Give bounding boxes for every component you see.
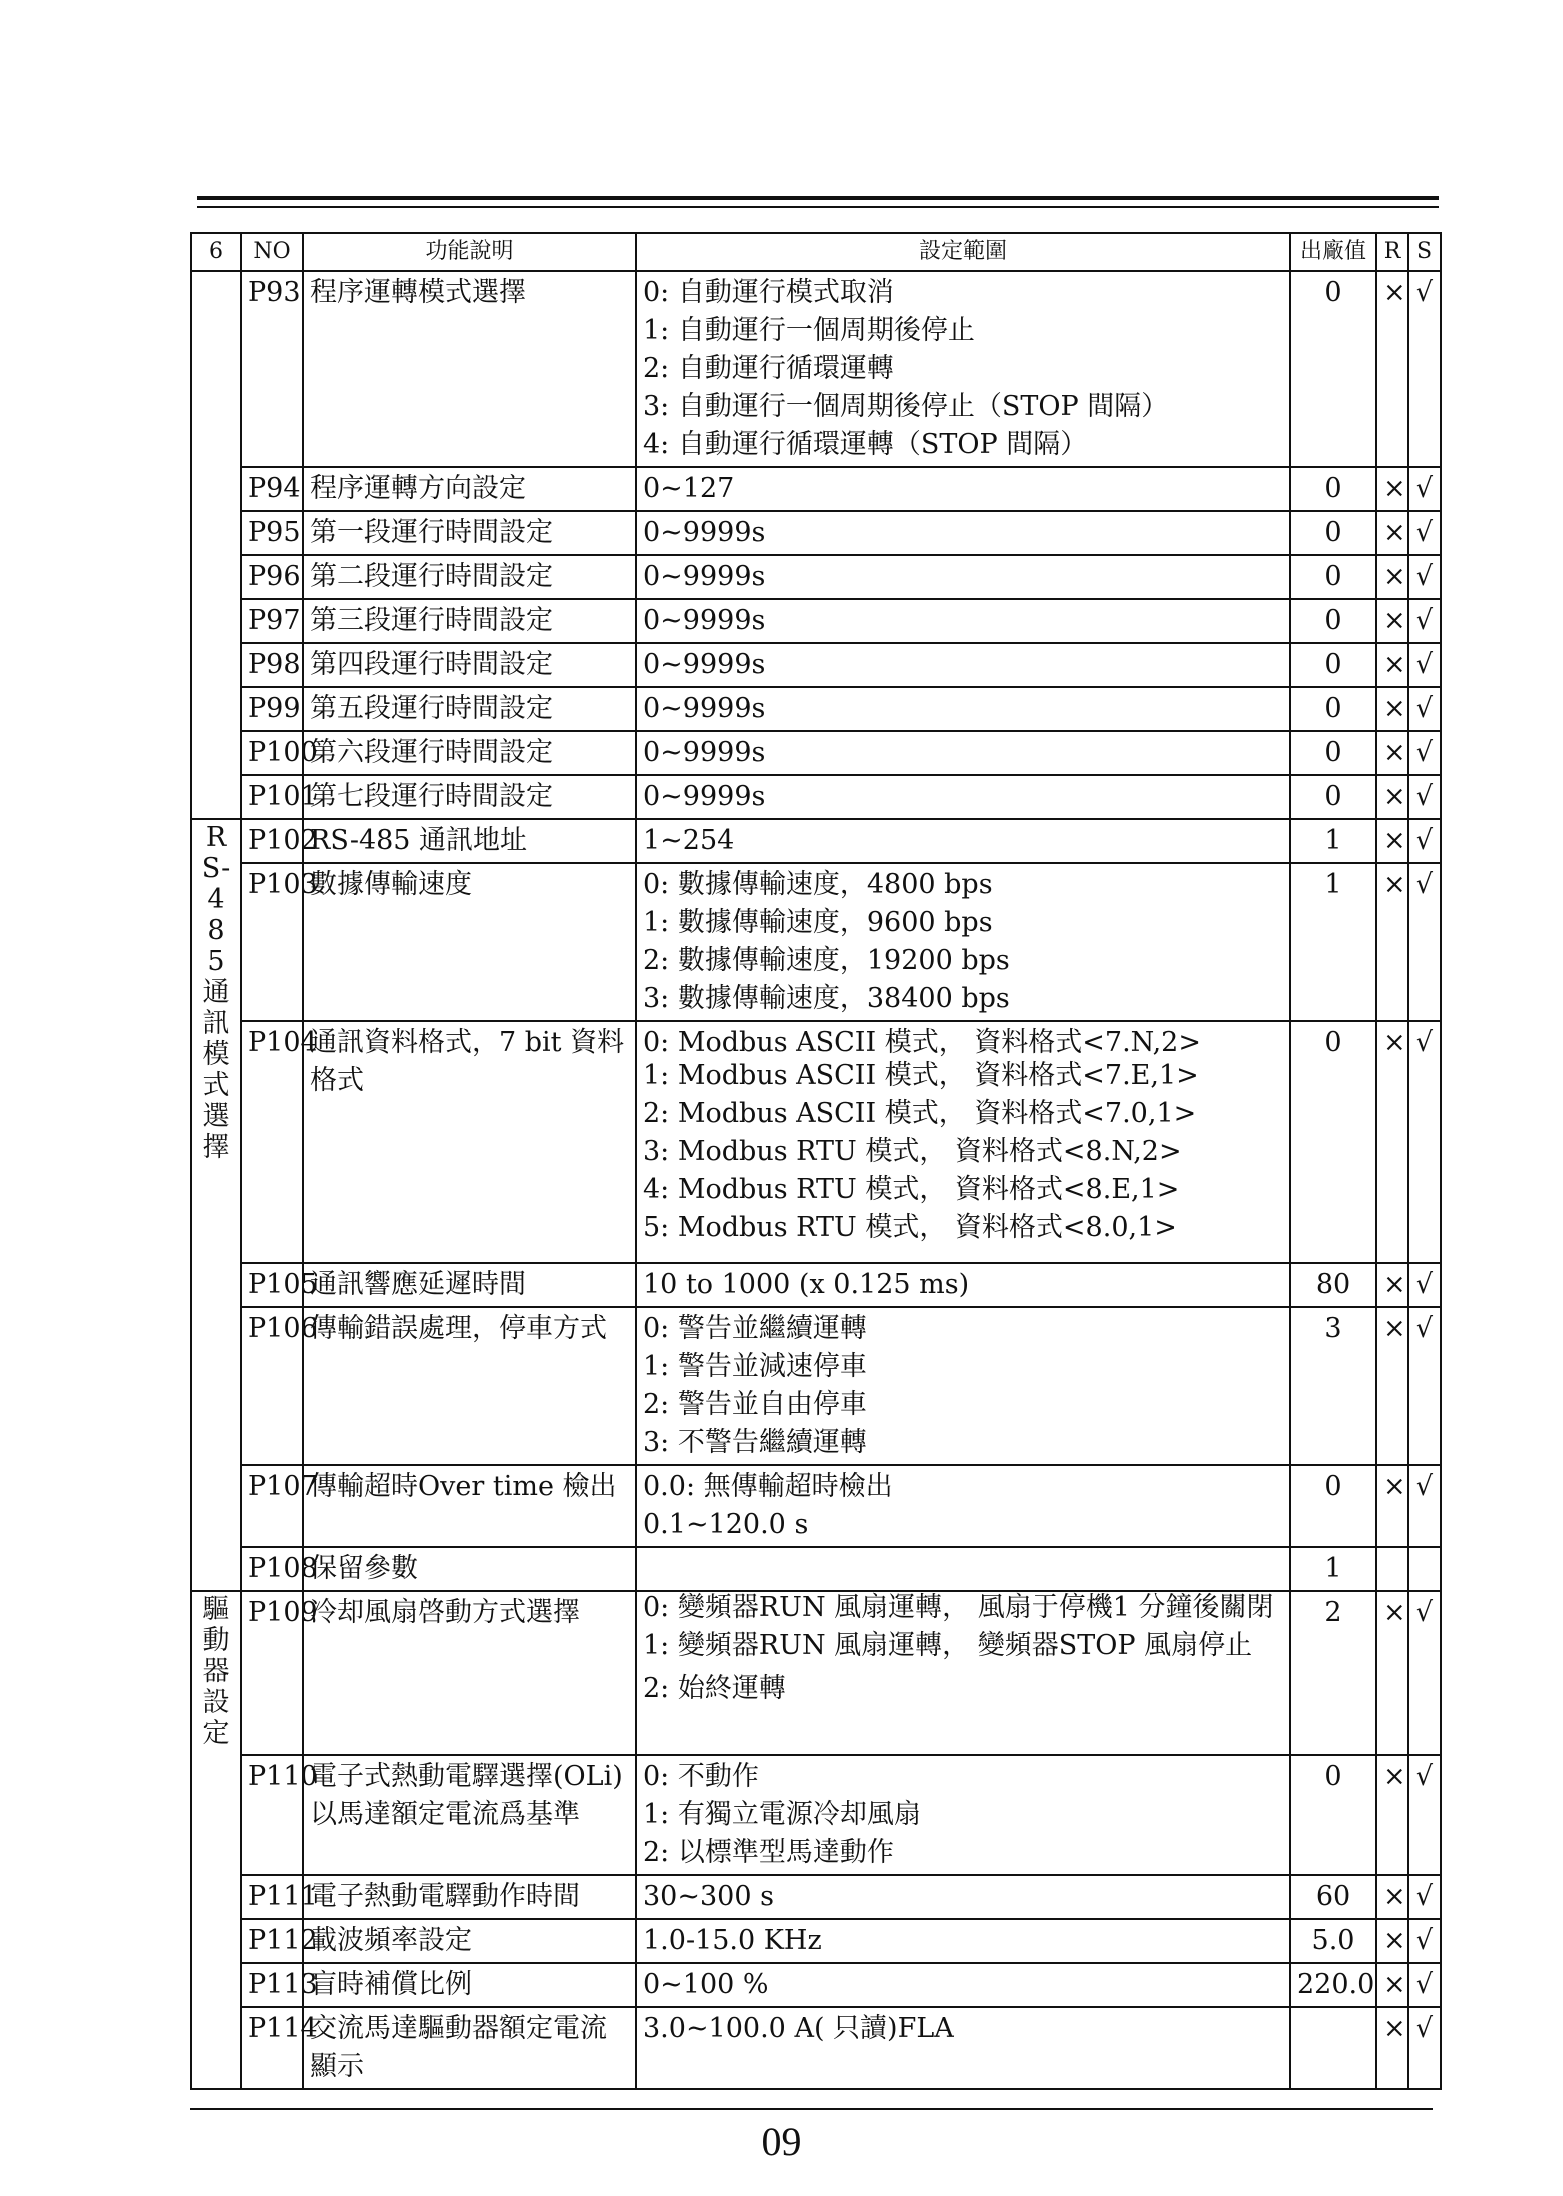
param-range — [636, 1307, 1290, 1465]
param-function: 第一段運行時間設定 — [303, 511, 636, 555]
param-s-mark: √ — [1408, 511, 1441, 555]
header-function: 功能說明 — [303, 233, 636, 271]
param-no: P95 — [241, 511, 303, 555]
section-label: RS-485通訊模式選擇 — [201, 822, 231, 1163]
param-range — [636, 775, 1290, 819]
param-s-mark: √ — [1408, 271, 1441, 467]
param-function: 電子熱動電驛動作時間 — [303, 1875, 636, 1919]
param-no: P112 — [241, 1919, 303, 1963]
param-range — [636, 863, 1290, 1021]
range-line: 0~9999s — [643, 561, 766, 592]
param-range — [636, 555, 1290, 599]
param-r-mark: × — [1376, 1021, 1408, 1263]
param-no: P109 — [241, 1591, 303, 1755]
param-function: 交流馬達驅動器額定電流顯示 — [303, 2007, 636, 2089]
param-default: 1 — [1290, 819, 1376, 863]
param-r-mark: × — [1376, 1875, 1408, 1919]
table-row — [191, 1465, 1441, 1547]
param-r-mark: × — [1376, 1465, 1408, 1547]
param-no: P102 — [241, 819, 303, 863]
param-r-mark: × — [1376, 1963, 1408, 2007]
table-row — [191, 555, 1441, 599]
param-range — [636, 599, 1290, 643]
param-s-mark: √ — [1408, 1263, 1441, 1307]
section-label: 驅動器設定 — [202, 1594, 230, 1749]
param-s-mark: √ — [1408, 1465, 1441, 1547]
param-default: 0 — [1290, 1021, 1376, 1263]
table-row — [191, 2007, 1441, 2089]
param-function: 第四段運行時間設定 — [303, 643, 636, 687]
param-default: 0 — [1290, 271, 1376, 467]
param-range — [636, 511, 1290, 555]
param-function: 傳輸錯誤處理，停車方式 — [303, 1307, 636, 1465]
param-r-mark: × — [1376, 555, 1408, 599]
param-s-mark: √ — [1408, 687, 1441, 731]
param-s-mark: √ — [1408, 731, 1441, 775]
table-row — [191, 643, 1441, 687]
range-line: 1: 數據傳輸速度，9600 bps — [643, 907, 993, 938]
param-no: P101 — [241, 775, 303, 819]
param-function: 電子式熱動電驛選擇(OLi) 以馬達額定電流爲基準 — [303, 1755, 636, 1875]
param-r-mark: × — [1376, 2007, 1408, 2089]
param-function: RS-485 通訊地址 — [303, 819, 636, 863]
param-no: P99 — [241, 687, 303, 731]
param-r-mark: × — [1376, 775, 1408, 819]
param-default: 0 — [1290, 731, 1376, 775]
param-default: 0 — [1290, 467, 1376, 511]
param-range — [636, 1591, 1290, 1755]
range-line: 2: 以標準型馬達動作 — [643, 1837, 894, 1868]
param-range — [636, 1919, 1290, 1963]
param-default: 2 — [1290, 1591, 1376, 1755]
param-range — [636, 2007, 1290, 2089]
param-default: 1 — [1290, 863, 1376, 1021]
param-function: 第二段運行時間設定 — [303, 555, 636, 599]
param-default: 60 — [1290, 1875, 1376, 1919]
param-no: P98 — [241, 643, 303, 687]
section-rs485 — [191, 819, 241, 1591]
param-s-mark: √ — [1408, 1963, 1441, 2007]
param-s-mark: √ — [1408, 819, 1441, 863]
table-row — [191, 1875, 1441, 1919]
param-r-mark: × — [1376, 643, 1408, 687]
param-function: 通訊資料格式，7 bit 資料格式 — [303, 1021, 636, 1263]
param-no: P108 — [241, 1547, 303, 1591]
param-range — [636, 687, 1290, 731]
param-r-mark: × — [1376, 599, 1408, 643]
param-r-mark — [1376, 1547, 1408, 1591]
param-default — [1290, 2007, 1376, 2089]
table-row — [191, 775, 1441, 819]
range-line: 0~127 — [643, 473, 735, 504]
range-line: 2: Modbus ASCII 模式， 資料格式<7.0,1> — [643, 1098, 1197, 1129]
table-row — [191, 511, 1441, 555]
param-function: 程序運轉模式選擇 — [303, 271, 636, 467]
top-rule-thick — [197, 196, 1439, 200]
param-function: 載波頻率設定 — [303, 1919, 636, 1963]
param-no: P97 — [241, 599, 303, 643]
param-function: 第六段運行時間設定 — [303, 731, 636, 775]
param-s-mark — [1408, 1547, 1441, 1591]
range-line: 1: 變頻器RUN 風扇運轉， 變頻器STOP 風扇停止 — [643, 1630, 1253, 1661]
range-line: 0: 變頻器RUN 風扇運轉， 風扇于停機1 分鐘後關閉 — [643, 1592, 1274, 1623]
range-line: 4: Modbus RTU 模式， 資料格式<8.E,1> — [643, 1174, 1180, 1205]
param-r-mark: × — [1376, 1591, 1408, 1755]
param-range — [636, 819, 1290, 863]
param-s-mark: √ — [1408, 555, 1441, 599]
header-row — [191, 233, 1441, 271]
param-default: 0 — [1290, 555, 1376, 599]
param-range — [636, 1875, 1290, 1919]
bottom-rule — [190, 2108, 1433, 2110]
param-default: 80 — [1290, 1263, 1376, 1307]
range-line: 1: 自動運行一個周期後停止 — [643, 315, 975, 346]
param-no: P100 — [241, 731, 303, 775]
param-no: P114 — [241, 2007, 303, 2089]
range-line: 3.0~100.0 A( 只讀)FLA — [643, 2013, 954, 2044]
param-function: 傳輸超時Over time 檢出 — [303, 1465, 636, 1547]
range-line: 2: 始終運轉 — [643, 1673, 786, 1704]
top-rule-thin — [197, 206, 1439, 208]
param-r-mark: × — [1376, 467, 1408, 511]
param-no: P104 — [241, 1021, 303, 1263]
param-default: 220.0 — [1290, 1963, 1376, 2007]
table-row — [191, 1919, 1441, 1963]
table-row — [191, 819, 1441, 863]
range-line: 0~100 % — [643, 1969, 769, 2000]
table-row — [191, 1963, 1441, 2007]
param-function: 程序運轉方向設定 — [303, 467, 636, 511]
table-row — [191, 599, 1441, 643]
header-s: S — [1408, 233, 1441, 271]
param-function: 第七段運行時間設定 — [303, 775, 636, 819]
param-s-mark: √ — [1408, 643, 1441, 687]
range-line: 0~9999s — [643, 517, 766, 548]
range-line: 30~300 s — [643, 1881, 774, 1912]
range-line: 2: 警告並自由停車 — [643, 1389, 867, 1420]
param-no: P94 — [241, 467, 303, 511]
param-no: P107 — [241, 1465, 303, 1547]
range-line: 5: Modbus RTU 模式， 資料格式<8.0,1> — [643, 1212, 1177, 1243]
param-r-mark: × — [1376, 819, 1408, 863]
param-s-mark: √ — [1408, 1021, 1441, 1263]
table-row — [191, 1755, 1441, 1875]
range-line: 1: Modbus ASCII 模式， 資料格式<7.E,1> — [643, 1060, 1199, 1091]
parameter-table — [190, 232, 1442, 2090]
param-r-mark: × — [1376, 1755, 1408, 1875]
param-function: 保留參數 — [303, 1547, 636, 1591]
range-line: 0~9999s — [643, 781, 766, 812]
range-line: 1.0-15.0 KHz — [643, 1925, 822, 1956]
param-no: P113 — [241, 1963, 303, 2007]
range-line: 1: 有獨立電源冷却風扇 — [643, 1799, 921, 1830]
header-no: NO — [241, 233, 303, 271]
range-line: 10 to 1000 (x 0.125 ms) — [643, 1269, 970, 1300]
param-s-mark: √ — [1408, 1307, 1441, 1465]
table-row — [191, 1591, 1441, 1755]
param-s-mark: √ — [1408, 599, 1441, 643]
param-r-mark: × — [1376, 271, 1408, 467]
param-no: P106 — [241, 1307, 303, 1465]
header-section: 6 — [191, 233, 241, 271]
table-row — [191, 1263, 1441, 1307]
param-s-mark: √ — [1408, 1755, 1441, 1875]
range-line: 0: Modbus ASCII 模式， 資料格式<7.N,2> — [643, 1027, 1201, 1058]
range-line: 3: 數據傳輸速度，38400 bps — [643, 983, 1010, 1014]
param-s-mark: √ — [1408, 1591, 1441, 1755]
param-r-mark: × — [1376, 863, 1408, 1021]
table-row — [191, 1307, 1441, 1465]
range-line: 0: 自動運行模式取消 — [643, 277, 894, 308]
table-row — [191, 687, 1441, 731]
header-r: R — [1376, 233, 1408, 271]
range-line: 3: 不警告繼續運轉 — [643, 1427, 867, 1458]
param-s-mark: √ — [1408, 467, 1441, 511]
param-s-mark: √ — [1408, 1875, 1441, 1919]
param-default: 0 — [1290, 511, 1376, 555]
param-range — [636, 643, 1290, 687]
param-range — [636, 271, 1290, 467]
param-default: 0 — [1290, 1755, 1376, 1875]
param-s-mark: √ — [1408, 2007, 1441, 2089]
param-function: 通訊響應延遲時間 — [303, 1263, 636, 1307]
param-r-mark: × — [1376, 1919, 1408, 1963]
table-row — [191, 1547, 1441, 1591]
range-line: 1~254 — [643, 825, 735, 856]
table-row — [191, 271, 1441, 467]
range-line: 0~9999s — [643, 605, 766, 636]
range-line: 0.1~120.0 s — [643, 1509, 809, 1540]
param-function: 數據傳輸速度 — [303, 863, 636, 1021]
param-function: 盲時補償比例 — [303, 1963, 636, 2007]
section-blank — [191, 271, 241, 819]
header-default: 出廠值 — [1290, 233, 1376, 271]
param-s-mark: √ — [1408, 775, 1441, 819]
param-r-mark: × — [1376, 511, 1408, 555]
range-line: 2: 自動運行循環運轉 — [643, 353, 894, 384]
range-line: 0~9999s — [643, 649, 766, 680]
section-driver — [191, 1591, 241, 2089]
param-r-mark: × — [1376, 1307, 1408, 1465]
param-default: 0 — [1290, 687, 1376, 731]
table-row — [191, 467, 1441, 511]
page-number: 09 — [761, 2119, 802, 2164]
range-line: 0~9999s — [643, 693, 766, 724]
param-range — [636, 1263, 1290, 1307]
range-line: 0~9999s — [643, 737, 766, 768]
table-row — [191, 863, 1441, 1021]
table-row — [191, 1021, 1441, 1263]
range-line: 0: 數據傳輸速度，4800 bps — [643, 869, 993, 900]
param-default: 0 — [1290, 599, 1376, 643]
param-function: 冷却風扇啓動方式選擇 — [303, 1591, 636, 1755]
param-default: 0 — [1290, 775, 1376, 819]
range-line: 0.0: 無傳輸超時檢出 — [643, 1471, 893, 1502]
range-line: 0: 警告並繼續運轉 — [643, 1313, 867, 1344]
param-s-mark: √ — [1408, 863, 1441, 1021]
param-no: P111 — [241, 1875, 303, 1919]
param-range — [636, 1963, 1290, 2007]
param-default: 1 — [1290, 1547, 1376, 1591]
param-range — [636, 731, 1290, 775]
param-default: 5.0 — [1290, 1919, 1376, 1963]
param-no: P96 — [241, 555, 303, 599]
param-no: P93 — [241, 271, 303, 467]
param-r-mark: × — [1376, 687, 1408, 731]
param-default: 0 — [1290, 1465, 1376, 1547]
range-line: 4: 自動運行循環運轉（STOP 間隔） — [643, 429, 1088, 460]
param-no: P110 — [241, 1755, 303, 1875]
param-function: 第五段運行時間設定 — [303, 687, 636, 731]
header-range: 設定範圍 — [636, 233, 1290, 271]
param-no: P103 — [241, 863, 303, 1021]
param-default: 0 — [1290, 643, 1376, 687]
range-line: 3: 自動運行一個周期後停止（STOP 間隔） — [643, 391, 1169, 422]
range-line: 2: 數據傳輸速度，19200 bps — [643, 945, 1010, 976]
param-function: 第三段運行時間設定 — [303, 599, 636, 643]
param-range — [636, 1465, 1290, 1547]
range-line: 1: 警告並減速停車 — [643, 1351, 867, 1382]
param-no: P105 — [241, 1263, 303, 1307]
range-line: 3: Modbus RTU 模式， 資料格式<8.N,2> — [643, 1136, 1182, 1167]
param-range — [636, 467, 1290, 511]
param-range — [636, 1755, 1290, 1875]
param-default: 3 — [1290, 1307, 1376, 1465]
param-r-mark: × — [1376, 1263, 1408, 1307]
table-row — [191, 731, 1441, 775]
range-line: 0: 不動作 — [643, 1761, 759, 1792]
param-range — [636, 1547, 1290, 1591]
param-s-mark: √ — [1408, 1919, 1441, 1963]
param-range — [636, 1021, 1290, 1263]
param-r-mark: × — [1376, 731, 1408, 775]
